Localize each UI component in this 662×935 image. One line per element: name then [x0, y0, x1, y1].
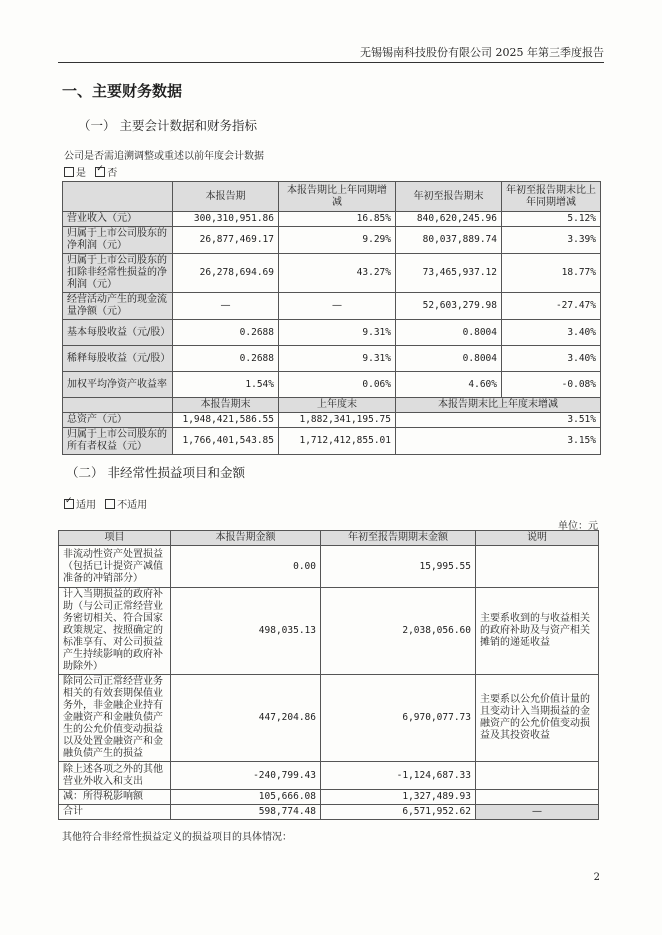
row-label: 营业收入（元）	[63, 212, 173, 227]
subsection-title-2: （二） 非经常性损益项目和金额	[66, 465, 245, 480]
cell: 9.31%	[279, 320, 396, 346]
table-row	[59, 588, 599, 675]
cell: 43.27%	[279, 254, 396, 293]
table-row	[63, 428, 601, 455]
header-cell: 本报告期比上年同期增减	[279, 182, 396, 212]
cell: 105,666.08	[171, 790, 321, 805]
note-cell	[476, 762, 599, 790]
applicable-options	[64, 496, 147, 511]
applicable-label: 适用	[76, 500, 96, 511]
cell: 6,970,077.73	[321, 675, 476, 762]
header-cell: 本报告期金额	[171, 531, 321, 546]
table-row	[63, 293, 601, 320]
cell: 3.40%	[502, 346, 601, 372]
header-cell: 本报告期末比上年度末增减	[396, 398, 601, 413]
cell: 0.00	[171, 546, 321, 588]
cell: 15,995.55	[321, 546, 476, 588]
cell: 3.15%	[396, 428, 601, 455]
cell: 3.40%	[502, 320, 601, 346]
restate-question: 公司是否需追溯调整或重述以前年度会计数据	[64, 151, 264, 162]
cell: —	[173, 293, 279, 320]
cell: 300,310,951.86	[173, 212, 279, 227]
header-cell: 说明	[476, 531, 599, 546]
cell: 840,620,245.96	[396, 212, 502, 227]
cell: 2,038,056.60	[321, 588, 476, 675]
table-row	[63, 227, 601, 254]
cell: 16.85%	[279, 212, 396, 227]
cell: 1,948,421,586.55	[173, 413, 279, 428]
table-row	[63, 212, 601, 227]
table-row	[63, 413, 601, 428]
cell: 6,571,952.62	[321, 805, 476, 820]
header-cell: 本报告期	[173, 182, 279, 212]
note-cell: —	[476, 805, 599, 820]
financial-data-table	[62, 181, 601, 455]
header-cell: 年初至报告期末比上年同期增减	[502, 182, 601, 212]
cell: 1,882,341,195.75	[279, 413, 396, 428]
footer-note: 其他符合非经常性损益定义的损益项目的具体情况：	[62, 832, 292, 843]
header-cell	[63, 182, 173, 212]
checkbox-checked-icon	[95, 167, 105, 177]
subsection-title-1: （一） 主要会计数据和财务指标	[78, 118, 257, 133]
table-row	[63, 254, 601, 293]
header-cell	[63, 398, 173, 413]
cell: 18.77%	[502, 254, 601, 293]
checkbox-checked-icon	[64, 499, 74, 509]
unit-label: 单位：元	[558, 521, 598, 532]
note-cell: 主要系收到的与收益相关的政府补助及与资产相关摊销的递延收益	[476, 588, 599, 675]
cell: 26,877,469.17	[173, 227, 279, 254]
cell: -240,799.43	[171, 762, 321, 790]
cell: -1,124,687.33	[321, 762, 476, 790]
row-label: 稀释每股收益（元/股）	[63, 346, 173, 372]
table-row	[59, 790, 599, 805]
header-cell: 上年度末	[279, 398, 396, 413]
cell: —	[279, 293, 396, 320]
table-row	[59, 546, 599, 588]
cell: 1,327,489.93	[321, 790, 476, 805]
page-header: 无锡锡南科技股份有限公司 2025 年第三季度报告	[360, 46, 604, 59]
cell: 0.8004	[396, 320, 502, 346]
checkbox-unchecked-icon	[64, 167, 74, 177]
header-rule	[58, 62, 604, 63]
cell: 1,766,401,543.85	[173, 428, 279, 455]
section-title: 一、主要财务数据	[62, 82, 183, 100]
cell: 0.2688	[173, 346, 279, 372]
header-cell: 年初至报告期期末金额	[321, 531, 476, 546]
item-cell: 除上述各项之外的其他营业外收入和支出	[59, 762, 171, 790]
note-cell	[476, 790, 599, 805]
cell: 0.06%	[279, 372, 396, 398]
header-cell: 本报告期末	[173, 398, 279, 413]
page-number: 2	[593, 872, 600, 883]
row-label: 基本每股收益（元/股）	[63, 320, 173, 346]
row-label: 加权平均净资产收益率	[63, 372, 173, 398]
row-label: 归属于上市公司股东的扣除非经常性损益的净利润（元）	[63, 254, 173, 293]
table-row	[63, 372, 601, 398]
item-cell: 计入当期损益的政府补助（与公司正常经营业务密切相关、符合国家政策规定、按照确定的标准享有、对公司损益产生持续影响的政府补助除外）	[59, 588, 171, 675]
cell: 80,037,889.74	[396, 227, 502, 254]
row-label: 经营活动产生的现金流量净额（元）	[63, 293, 173, 320]
cell: 498,035.13	[171, 588, 321, 675]
restate-options	[64, 164, 117, 179]
item-cell: 非流动性资产处置损益（包括已计提资产减值准备的冲销部分）	[59, 546, 171, 588]
cell: -27.47%	[502, 293, 601, 320]
item-cell: 除同公司正常经营业务相关的有效套期保值业务外，非金融企业持有金融资产和金融负债产生的公允价值变动损益以及处置金融资产和金融负债产生的损益	[59, 675, 171, 762]
row-label: 归属于上市公司股东的净利润（元）	[63, 227, 173, 254]
table-row	[59, 675, 599, 762]
item-cell: 合计	[59, 805, 171, 820]
cell: 52,603,279.98	[396, 293, 502, 320]
item-cell: 减：所得税影响额	[59, 790, 171, 805]
table-row	[63, 346, 601, 372]
cell: 73,465,937.12	[396, 254, 502, 293]
checkbox-unchecked-icon	[105, 499, 115, 509]
not-applicable-label: 不适用	[117, 500, 148, 511]
cell: 0.8004	[396, 346, 502, 372]
cell: 9.31%	[279, 346, 396, 372]
note-cell: 主要系以公允价值计量的且变动计入当期损益的金融资产的公允价值变动损益及其投资收益	[476, 675, 599, 762]
cell: 1.54%	[173, 372, 279, 398]
restate-yes-label: 是	[76, 168, 86, 179]
cell: 598,774.48	[171, 805, 321, 820]
header-cell: 年初至报告期末	[396, 182, 502, 212]
header-cell: 项目	[59, 531, 171, 546]
row-label: 归属于上市公司股东的所有者权益（元）	[63, 428, 173, 455]
cell: 1,712,412,855.01	[279, 428, 396, 455]
cell: -0.08%	[502, 372, 601, 398]
table-header-row	[63, 182, 601, 212]
cell: 3.51%	[396, 413, 601, 428]
table-header-row	[59, 531, 599, 546]
table-total-row	[59, 805, 599, 820]
cell: 26,278,694.69	[173, 254, 279, 293]
note-cell	[476, 546, 599, 588]
cell: 5.12%	[502, 212, 601, 227]
cell: 3.39%	[502, 227, 601, 254]
row-label: 总资产（元）	[63, 413, 173, 428]
table-subheader-row	[63, 398, 601, 413]
restate-no-label: 否	[107, 168, 118, 179]
table-row	[59, 762, 599, 790]
cell: 447,204.86	[171, 675, 321, 762]
cell: 9.29%	[279, 227, 396, 254]
cell: 4.60%	[396, 372, 502, 398]
non-recurring-table	[58, 530, 599, 820]
cell: 0.2688	[173, 320, 279, 346]
table-row	[63, 320, 601, 346]
